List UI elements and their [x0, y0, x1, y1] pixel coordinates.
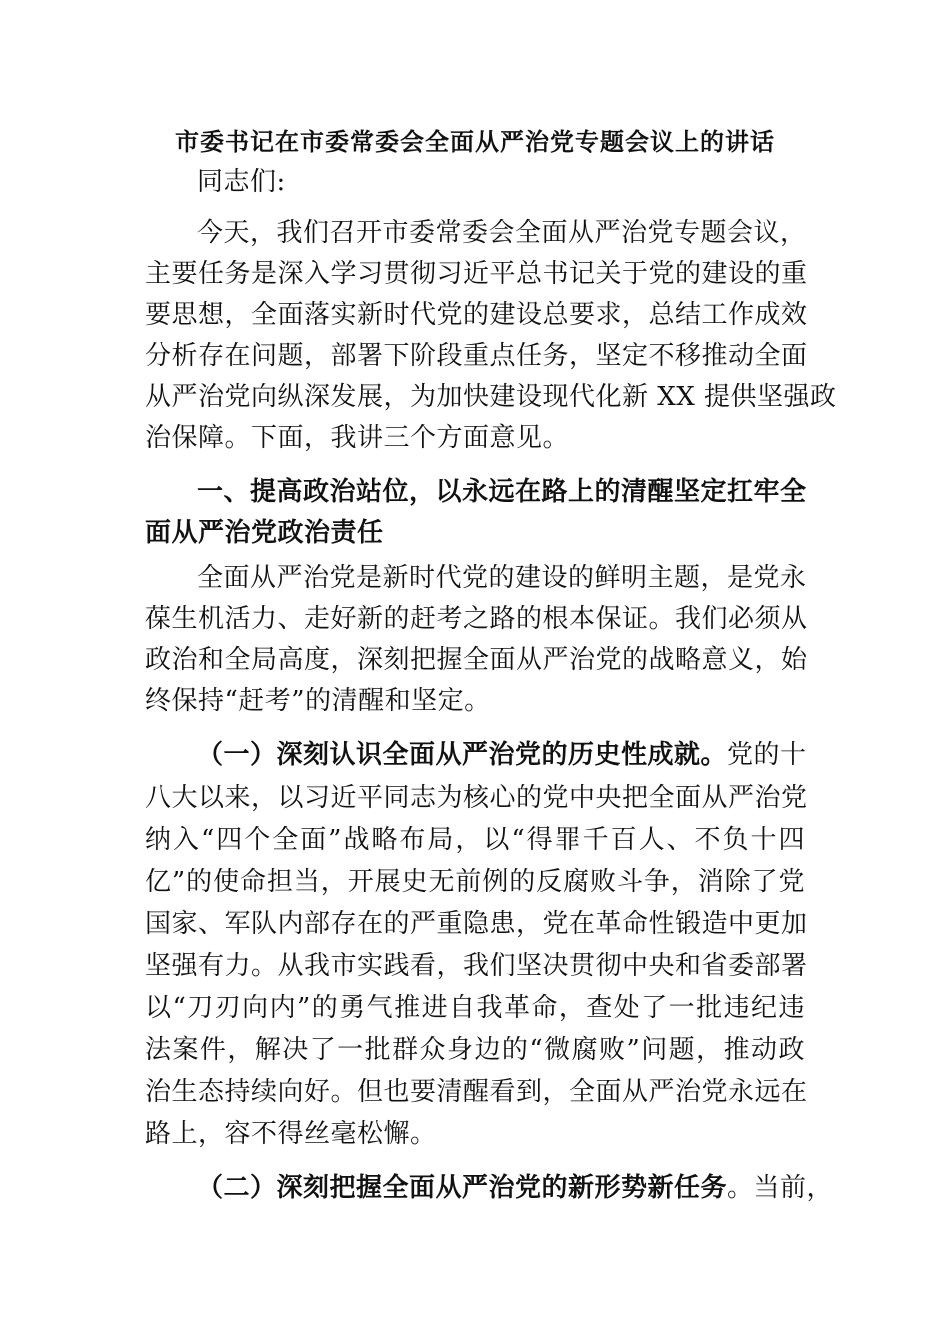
section-heading: 一、提高政治站位，以永远在路上的清醒坚定扛牢全	[197, 477, 807, 507]
intro-line: 从严治党向纵深发展，为加快建设现代化新 XX 提供坚强政	[145, 382, 837, 412]
subsection-heading: （二）深刻把握全面从严治党的新形势新任务	[197, 1173, 728, 1203]
paragraph-line: 法案件，解决了一批群众身边的“微腐败”问题，推动政	[145, 1035, 805, 1065]
paragraph-line: 路上，容不得丝毫松懈。	[145, 1119, 437, 1149]
paragraph-line: 国家、军队内部存在的严重隐患，党在革命性锻造中更加	[145, 909, 808, 939]
subsection-heading: （一）深刻认识全面从严治党的历史性成就。	[197, 740, 728, 770]
paragraph-line: 以“刀刃向内”的勇气推进自我革命，查处了一批违纪违	[145, 993, 805, 1023]
section-heading: 面从严治党政治责任	[145, 518, 384, 548]
salutation: 同志们:	[197, 167, 286, 197]
paragraph-line: 亿”的使命担当，开展史无前例的反腐败斗争，消除了党	[145, 867, 805, 897]
paragraph-line: 终保持“赶考”的清醒和坚定。	[145, 686, 491, 716]
subsection-line	[197, 1166, 834, 1210]
paragraph-line: 纳入“四个全面”战略布局，以“得罪千百人、不负十四	[145, 825, 805, 855]
paragraph-text: 党的十	[727, 740, 807, 770]
paragraph-line: 坚强有力。从我市实践看，我们坚决贯彻中央和省委部署	[145, 951, 808, 981]
intro-line: 治保障。下面，我讲三个方面意见。	[145, 423, 570, 453]
paragraph-line: 政治和全局高度，深刻把握全面从严治党的战略意义，始	[145, 645, 808, 675]
intro-line: 要思想，全面落实新时代党的建设总要求，总结工作成效	[145, 300, 808, 330]
paragraph-line: 葆生机活力、走好新的赶考之路的根本保证。我们必须从	[145, 604, 808, 634]
subsection-line	[197, 733, 805, 777]
paragraph-line: 全面从严治党是新时代党的建设的鲜明主题，是党永	[197, 563, 807, 593]
intro-line: 主要任务是深入学习贯彻习近平总书记关于党的建设的重	[145, 259, 808, 289]
paragraph-line: 治生态持续向好。但也要清醒看到，全面从严治党永远在	[145, 1077, 808, 1107]
document-title: 市委书记在市委常委会全面从严治党专题会议上的讲话	[175, 127, 775, 156]
paragraph-text: 。当前，	[727, 1173, 834, 1203]
intro-line: 今天，我们召开市委常委会全面从严治党专题会议，	[197, 218, 807, 248]
paragraph-line: 八大以来，以习近平同志为核心的党中央把全面从严治党	[145, 783, 808, 813]
intro-line: 分析存在问题，部署下阶段重点任务，坚定不移推动全面	[145, 341, 808, 371]
